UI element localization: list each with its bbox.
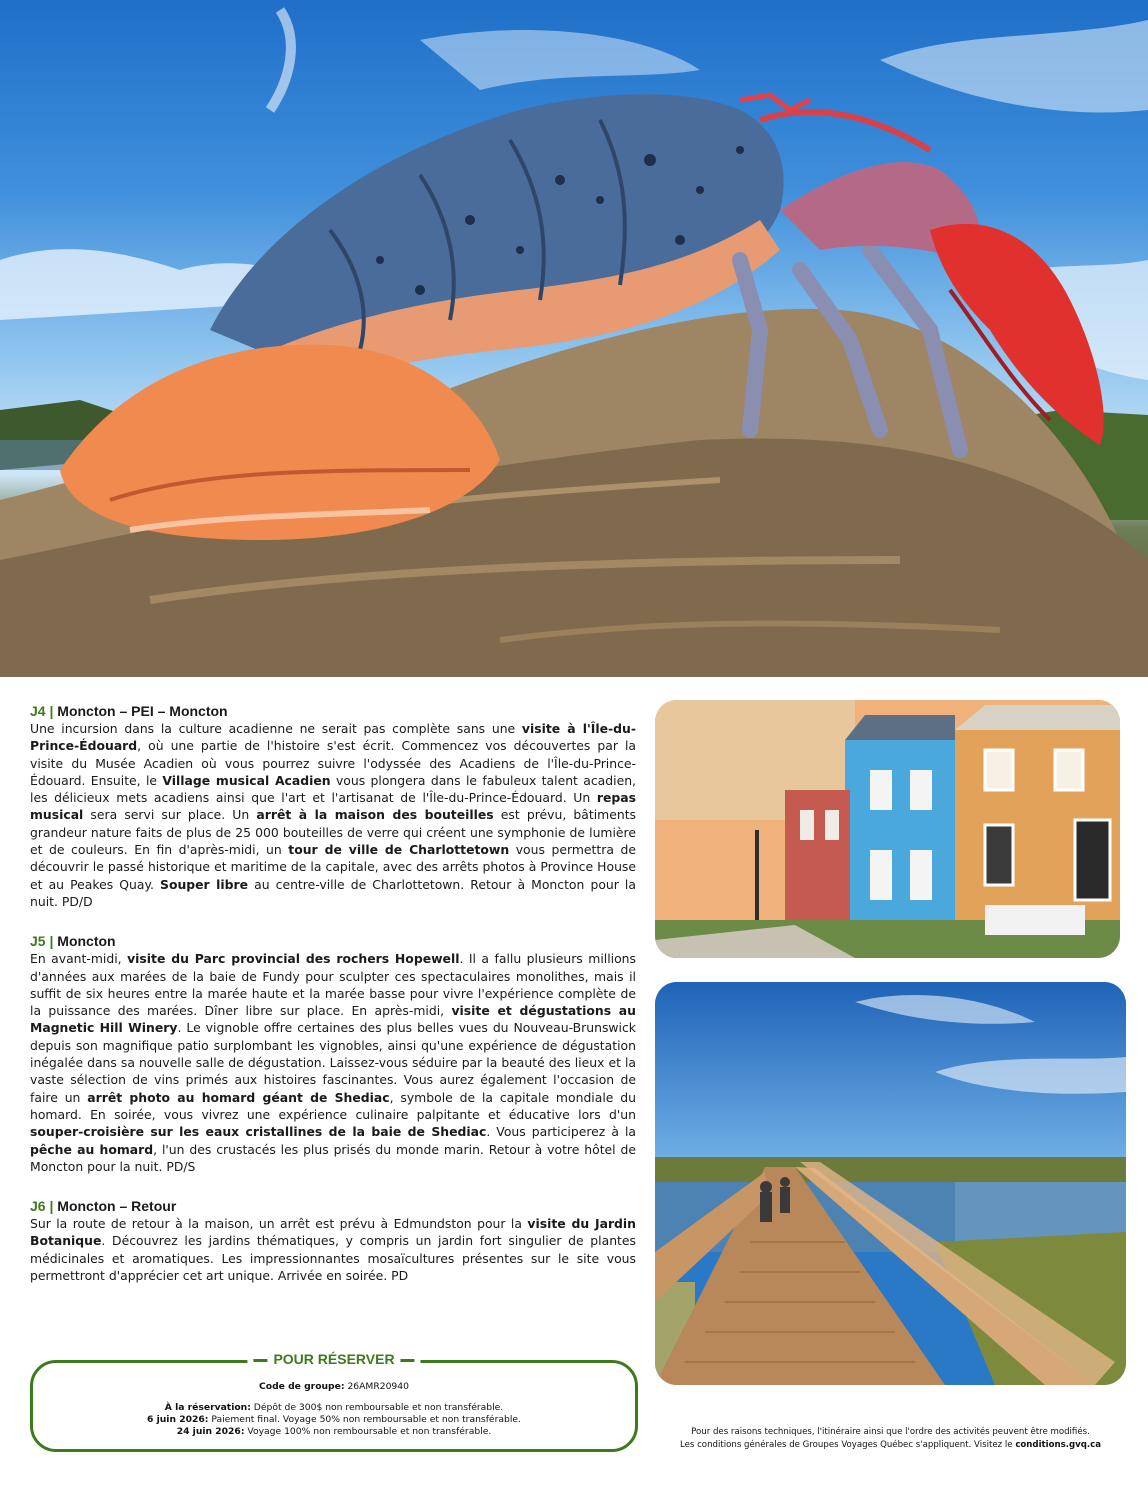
payment-line-label: 24 juin 2026: bbox=[176, 1426, 245, 1437]
highlight-segment: tour de ville de Charlottetown bbox=[288, 842, 510, 858]
footnote-line-2 bbox=[655, 1439, 1126, 1452]
text-segment: En avant-midi, bbox=[30, 951, 128, 967]
highlight-segment: visite du Jardin Botanique bbox=[30, 1216, 636, 1249]
text-segment: . Le vignoble offre certaines des plus belles vues du Nouveau-Brunswick depuis son magnifique patio surplombant les vignobles, ainsi qu'une expérience de dégustation inégalée dans sa nouvelle salle de dégustation. Laissez-vous séduire par la beauté des lieux et la vaste sélection de vins primés aux histoires fascinantes. Vous aurez également l'occasion de faire un bbox=[30, 1020, 636, 1105]
group-code-label: Code de groupe: bbox=[259, 1381, 345, 1392]
highlight-segment: visite à l'Île-du-Prince-Édouard bbox=[30, 721, 636, 754]
text-segment: vous plongera dans le fabuleux talent acadien, les délicieux mets acadiens ainsi que l'art et l'artisanat de l'Île-du-Prince-Édouard. Un bbox=[30, 772, 636, 806]
photo-boardwalk bbox=[655, 982, 1126, 1385]
highlight-segment: visite du Parc provincial des rochers Hopewell bbox=[127, 951, 460, 967]
text-segment: , symbole de la capitale mondiale du homard. En soirée, vous vivrez une expérience culinaire palpitante et éducative lors d'un bbox=[30, 1089, 636, 1122]
footnote-line-2-text: Les conditions générales de Groupes Voyages Québec s'appliquent. Visitez le bbox=[679, 1440, 1016, 1450]
day-code: J6 bbox=[30, 1198, 46, 1215]
reservation-title bbox=[247, 1351, 420, 1367]
day-code: J5 bbox=[30, 933, 46, 950]
highlight-segment: souper-croisière sur les eaux cristallines de la baie de Shediac bbox=[30, 1124, 487, 1140]
text-segment: au centre-ville de Charlottetown. Retour à Moncton pour la nuit. PD/D bbox=[30, 876, 636, 909]
reservation-details bbox=[33, 1381, 635, 1438]
day-section-j5 bbox=[30, 932, 636, 1175]
day-title bbox=[30, 702, 636, 720]
day-separator: | bbox=[49, 703, 54, 719]
day-section-j4 bbox=[30, 702, 636, 910]
footnote-line-1: Pour des raisons techniques, l'itinéraire ainsi que l'ordre des activités peuvent être modifiés. bbox=[691, 1427, 1090, 1437]
group-code-line bbox=[33, 1381, 635, 1393]
highlight-segment: visite et dégustations au Magnetic Hill Winery bbox=[30, 1003, 636, 1036]
footnote bbox=[655, 1426, 1126, 1452]
payment-line-text: Paiement final. Voyage 50% non remboursable et non transférable. bbox=[208, 1414, 521, 1425]
day-name: Moncton – Retour bbox=[57, 1198, 177, 1215]
lobster-illustration bbox=[0, 0, 1148, 677]
houses-illustration bbox=[655, 700, 1120, 958]
day-title bbox=[30, 932, 636, 950]
day-description bbox=[30, 720, 636, 910]
highlight-segment: arrêt à la maison des bouteilles bbox=[256, 807, 494, 823]
text-segment: , où une partie de l'histoire s'est écrit. Commencez vos découvertes par la visite du Musée Acadien où vous pourrez suivre l'odyssée des Acadiens de l'Île-du-Prince-Édouard. Ensuite, le bbox=[30, 738, 636, 788]
text-segment: Une incursion dans la culture acadienne ne serait pas complète sans une bbox=[30, 721, 522, 736]
payment-line bbox=[33, 1426, 635, 1438]
payment-line-label: 6 juin 2026: bbox=[147, 1414, 209, 1425]
day-title bbox=[30, 1197, 636, 1215]
payment-line-text: Dépôt de 300$ non remboursable et non transférable. bbox=[250, 1402, 504, 1413]
text-segment: . Vous participerez à la bbox=[486, 1124, 636, 1140]
highlight-segment: repas musical bbox=[30, 790, 636, 823]
payment-line-text: Voyage 100% non remboursable et non transférable. bbox=[244, 1426, 492, 1437]
day-description bbox=[30, 950, 636, 1175]
text-segment: est prévu, bâtiments grandeur nature faits de plus de 25 000 bouteilles de verre qui créent une symphonie de lumière et de couleurs. En fin d'après-midi, un bbox=[30, 807, 637, 858]
reservation-box bbox=[30, 1351, 638, 1452]
payment-line bbox=[33, 1402, 635, 1414]
highlight-segment: Souper libre bbox=[160, 876, 249, 892]
payment-line bbox=[33, 1414, 635, 1426]
day-section-j6 bbox=[30, 1197, 636, 1284]
group-code-value: 26AMR20940 bbox=[347, 1381, 409, 1392]
day-separator: | bbox=[49, 1198, 54, 1215]
text-segment: . Découvrez les jardins thématiques, y compris un jardin fort singulier de plantes médicinales et aromatiques. Les impressionnantes mosaïcultures présentes sur le site vous permettront d'apprécier cet art unique. Arrivée en soirée. PD bbox=[30, 1233, 636, 1284]
boardwalk-illustration bbox=[655, 982, 1126, 1385]
day-description bbox=[30, 1215, 636, 1284]
day-name: Moncton – PEI – Moncton bbox=[57, 703, 228, 719]
day-code: J4 bbox=[30, 703, 46, 719]
text-segment: Sur la route de retour à la maison, un arrêt est prévu à Edmundston pour la bbox=[30, 1216, 528, 1232]
itinerary-column bbox=[30, 702, 636, 1306]
hero-photo-giant-lobster bbox=[0, 0, 1148, 677]
conditions-link[interactable]: conditions.gvq.ca bbox=[1015, 1440, 1102, 1450]
highlight-segment: arrêt photo au homard géant de Shediac bbox=[87, 1089, 390, 1105]
highlight-segment: Village musical Acadien bbox=[162, 772, 331, 788]
payment-line-label: À la réservation: bbox=[164, 1402, 251, 1413]
text-segment: . Il a fallu plusieurs millions d'années aux marées de la baie de Fundy pour sculpter ces spectaculaires monolithes, mais il suffit de six heures entre la marée haute et la marée basse pour vivre l'expérience complète de la puissance des marées. Dîner libre sur place. En après-midi, bbox=[30, 951, 636, 1019]
text-segment: sera servi sur place. Un bbox=[83, 807, 257, 823]
highlight-segment: pêche au homard bbox=[30, 1141, 154, 1157]
text-segment: vous permettra de découvrir le passé historique et maritime de la capitale, avec des arrêts photos à Province House et au Peakes Quay. bbox=[30, 842, 636, 892]
reservation-title-text: POUR RÉSERVER bbox=[273, 1351, 395, 1367]
day-separator: | bbox=[49, 933, 54, 950]
day-name: Moncton bbox=[57, 933, 116, 950]
photo-charlottetown-houses bbox=[655, 700, 1120, 958]
text-segment: , l'un des crustacés les plus prisés du monde marin. Retour à votre hôtel de Moncton pour la nuit. PD/S bbox=[30, 1141, 636, 1174]
